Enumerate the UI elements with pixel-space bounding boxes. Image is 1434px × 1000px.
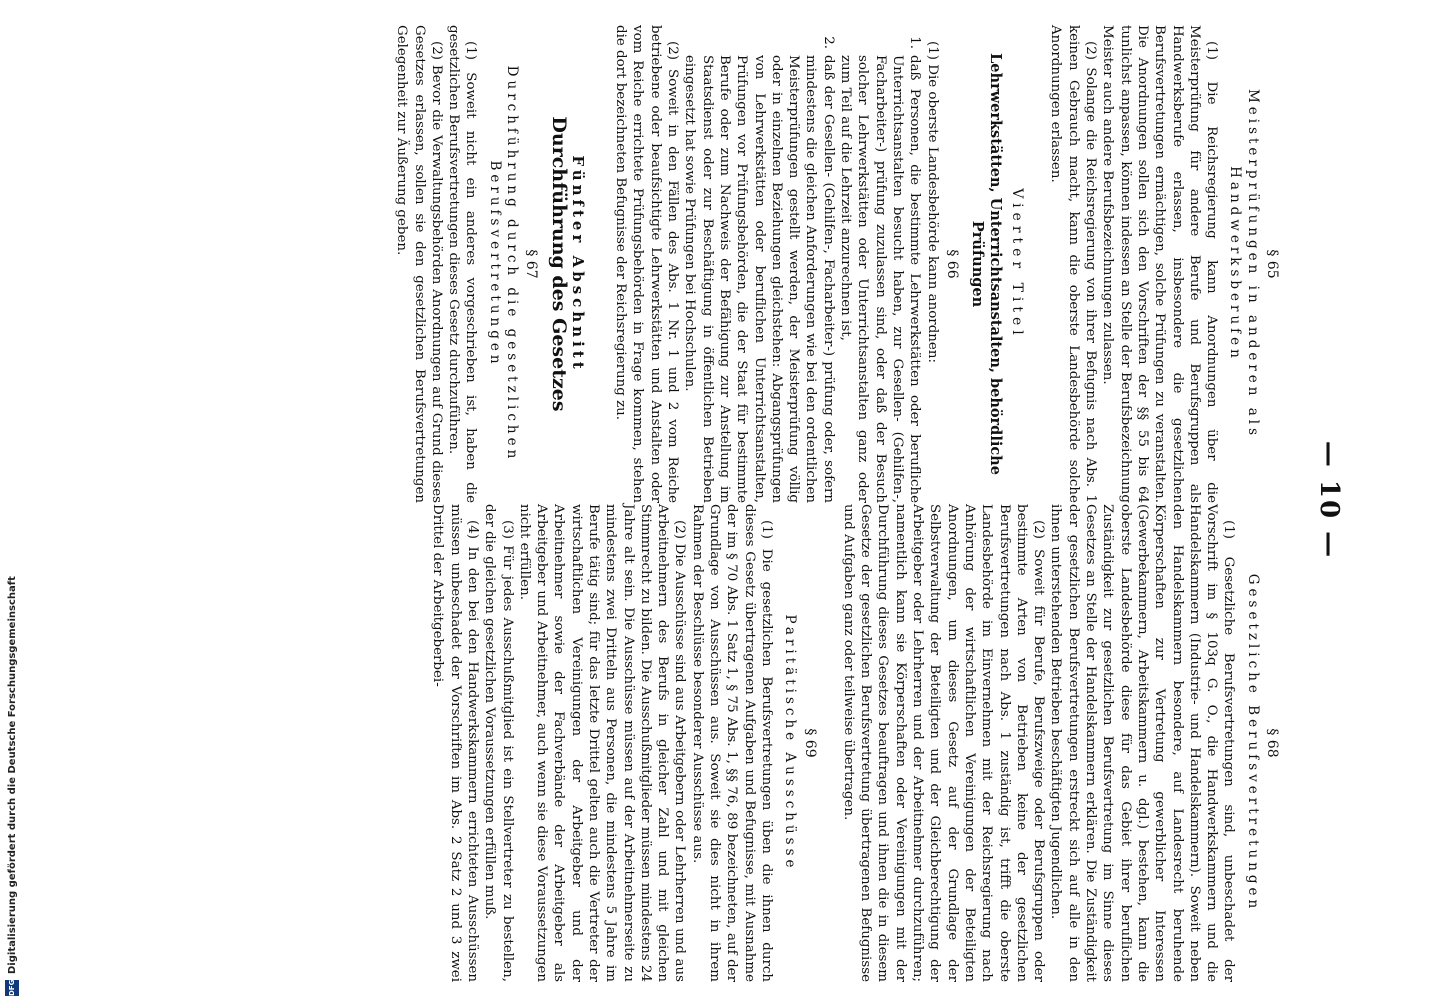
section-number-69: § 69	[801, 728, 818, 758]
section-number-68: § 68	[1264, 728, 1280, 758]
paragraph: (1) Die gesetzlichen Berufsvertretungen üben die ihnen durch dieses Gesetz übertragenen Aufgaben und Befugnisse, mit Ausnahme der im § 70 Abs. 1 Satz 1, § 75 Abs. 1, §§ 76, 89 bezeichneten, auf der Grundlage von Ausschüssen aus. Soweit sie dies nicht in ihrem Rahmen der Beschlüsse besonderer Ausschüsse aus.	[689, 504, 774, 982]
paragraph: (4) In den bei den Handwerkskammern errichteten Ausschüssen müssen unbeschadet der Vorschriften im Abs. 2 Satz 2 und 3 zwei Drittel der Arbeitgeberbei-	[430, 504, 480, 982]
paragraph: (1) Die Reichsregierung kann Anordnungen über die Meisterprüfung für andere Berufe und Berufsgruppen als Handwerksberufe erlassen, insbesondere die gesetzlichen Berufsvertretungen ermächtigen, solche Prüfungen zu veranstalten. Die Anordnungen sollen sich den Vorschriften der §§ 55 bis 64 tunlichst anpassen, können indessen an Stelle der Berufsbezeichnung Meister auch andere Berufsbezeichnungen zulassen.	[1100, 25, 1220, 503]
page-header	[1304, 0, 1344, 1000]
credit-text: Digitalisierung gefördert durch die Deutsche Forschungsgemeinschaft	[6, 576, 18, 974]
paragraph: (2) Solange die Reichsregierung von ihrer Befugnis nach Abs. 1 keinen Gebrauch macht, kann die oberste Landesbehörde solche Anordnungen erlassen.	[1048, 25, 1099, 503]
section-title-69: Paritätische Ausschüsse	[782, 614, 799, 872]
section-number-67: § 67	[523, 249, 540, 279]
section-number-65: § 65	[1264, 249, 1280, 279]
left-column	[393, 25, 1284, 503]
list-item-number: 1.	[907, 36, 923, 49]
right-column	[429, 504, 1284, 982]
section-label-5: Fünfter Abschnitt	[568, 155, 587, 373]
digitization-credit	[0, 0, 24, 1000]
paragraph: (2) Soweit in den Fällen des Abs. 1 Nr. 1 und 2 vom Reiche betriebene oder beaufsichtigte Lehrwerkstätten und Anstalten oder vom Reiche errichtete Prüfungsbehörden in Frage kommen, stehen die dort bezeichneten Befugnisse der Reichsregierung zu.	[613, 25, 681, 503]
list-item-number: 2.	[820, 36, 836, 49]
section-number-66: § 66	[943, 249, 960, 279]
paragraph: (3) Für jedes Ausschußmitglied ist ein Stellvertreter zu bestellen, der die gleichen gesetzlichen Voraussetzungen erfüllen muß.	[482, 504, 515, 982]
list-item	[837, 25, 923, 503]
paragraph: (2) Die Ausschüsse sind aus Arbeitgebern oder Lehrherren und aus Arbeitnehmern des Berufs in gleicher Zahl und mit gleichen Stimmrecht zu bilden. Die Ausschußmitglieder müssen mindestens 24 Jahre alt sein. Die Ausschüsse müssen auf der Arbeitnehmerseite zu mindestens zwei Dritteln aus Personen, die mindestens 5 Jahre im Berufe tätig sind; für das letzte Drittel gelten auch die Vertreter der wirtschaftlichen Vereinigungen der Arbeitgeber und der Arbeitnehmer sowie der Fachverbände der Arbeitgeber als Arbeitgeber und Arbeitnehmer, auch wenn sie diese Voraussetzungen nicht erfüllen.	[516, 504, 688, 982]
paragraph: (1) Die oberste Landesbehörde kann anordnen:	[924, 41, 940, 363]
credit-line	[0, 0, 24, 1000]
section-title-65: Meisterprüfungen in anderen als Handwerksberufen	[1227, 88, 1261, 440]
section-heading-5: Durchführung des Gesetzes	[547, 116, 570, 412]
list-item-text: daß der Gesellen- (Gehilfen-, Facharbeiter-) prüfung oder, sofern mindestens die gleichen Anforderungen wie bei den ordentlichen Meisterprüfungen gestellt werden, der Meisterprüfung völlig oder in einzelnen Beziehungen gleichstehen: Abgangsprüfungen von Lehrwerkstätten oder beruflichen Unterrichtsanstalten, Prüfungen vor Prüfungsbehörden, die der Staat für bestimmte Berufe oder zum Nachweis der Befähigung zur Anstellung im Staatsdienst oder zur Beschäftigung in öffentlichen Betrieben eingesetzt hat sowie Prüfungen bei Hochschulen.	[682, 55, 836, 503]
section-title-68: Gesetzliche Berufsvertretungen	[1244, 573, 1261, 913]
section-title-67: Durchführung durch die gesetzlichen Berufsvertretungen	[486, 65, 521, 463]
paragraph: (1) Soweit nicht ein anderes vorgeschrieben ist, haben die gesetzlichen Berufsvertretungen dieses Gesetz durchzuführen.	[446, 25, 479, 503]
dfg-logo-icon: DFG	[5, 980, 19, 996]
list-item	[681, 25, 837, 503]
title-heading-4: Lehrwerkstätten, Unterrichtsanstalten, behördliche Prüfungen	[968, 53, 1004, 475]
paragraph: (2) Soweit für Berufe, Berufszweige oder Berufsgruppen oder bestimmte Arten von Betrieben keine der gesetzlichen Berufsvertretungen nach Abs. 1 zuständig ist, trifft die oberste Landesbehörde im Einvernehmen mit der Reichsregierung nach Anhörung der wirtschaftlichen Vereinigungen der Beteiligten Anordnungen, um dieses Gesetz auf der Grundlage der Selbstverwaltung der Beteiligten und der Gleichberechtigung der Arbeitgeber oder Lehrherren und der Arbeitnehmer durchzuführen; namentlich kann sie Körperschaften oder Vereinigungen mit der Durchführung dieses Gesetzes beauftragen und ihnen die in diesem Gesetze der gesetzlichen Berufsvertretung übertragenen Befugnisse und Aufgaben ganz oder teilweise übertragen.	[840, 504, 1047, 982]
title-label-4: Vierter Titel	[1009, 188, 1026, 340]
paragraph: (2) Bevor die Verwaltungsbehörden Anordnungen auf Grund dieses Gesetzes erlassen, sollen sie den gesetzlichen Berufsvertretungen Gelegenheit zur Äußerung geben.	[394, 25, 444, 503]
list-item-text: daß Personen, die bestimmte Lehrwerkstätten oder berufliche Unterrichtsanstalten besucht haben, zur Gesellen- (Gehilfen-, Facharbeiter-) prüfung zuzulassen sind, oder daß der Besuch solcher Lehrwerkstätten oder Unterrichtsanstalten ganz oder zum Teil auf die Lehrzeit anzurechnen ist,	[838, 55, 923, 503]
paragraph: (1) Gesetzliche Berufsvertretungen sind, unbeschadet der Vorschrift im § 103q G. O., die Handwerkskammern und die Handelskammern (Industrie- und Handelskammern). Soweit neben den Handelskammern besondere, auf Landesrecht beruhende Körperschaften zur Vertretung gewerblicher Interessen (Gewerbekammern, Arbeitskammern u. dgl.) bestehen, kann die oberste Landesbehörde diese für das Gebiet ihrer beruflichen Zuständigkeit zur gesetzlichen Berufsvertretung im Sinne dieses Gesetzes an Stelle der Handelskammern erklären. Die Zuständigkeit der gesetzlichen Berufsvertretungen erstreckt sich auf alle in den ihnen unterstehenden Betrieben beschäftigten Jugendlichen.	[1048, 504, 1237, 982]
page-number: — 10 —	[1314, 440, 1344, 560]
